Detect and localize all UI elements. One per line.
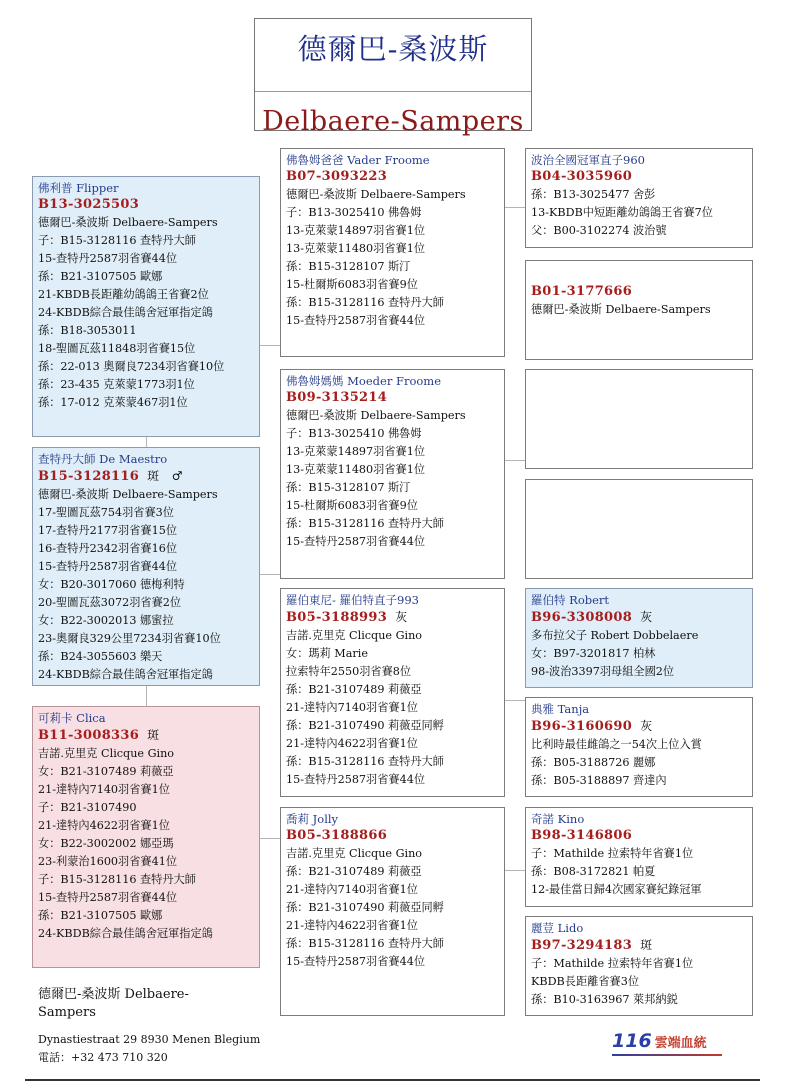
info-line: 女：B22-3002013 娜蜜拉 (38, 614, 174, 627)
info-line: 24-KBDB綜合最佳鴿舍冠軍指定鴿 (38, 306, 213, 319)
info-line: KBDB長距離省賽3位 (531, 975, 640, 988)
info-line: 德爾巴-桑波斯 Delbaere-Sampers (286, 409, 466, 422)
pedigree-card-gg-3 (525, 369, 753, 469)
info-line: 孫：22-013 奧爾良7234羽省賽10位 (38, 360, 225, 373)
info-line: 孫：B15-3128107 斯汀 (286, 260, 411, 273)
info-line: 15-查特丹2587羽省賽44位 (38, 560, 178, 573)
pedigree-card-gg-2 (525, 260, 753, 360)
ring-number: B13-3025503 (38, 197, 140, 212)
ring-number: B15-3128116 斑 ♂ (38, 469, 183, 484)
connector (505, 207, 525, 208)
info-line: 12-最佳當日歸4次國家賽紀錄冠軍 (531, 883, 702, 896)
brand-logo (612, 1030, 722, 1058)
info-line: 孫：B13-3025477 舍彭 (531, 188, 656, 201)
info-line: 德爾巴-桑波斯 Delbaere-Sampers (286, 188, 466, 201)
connector (505, 460, 525, 461)
info-line: 24-KBDB綜合最佳鴿舍冠軍指定鴿 (38, 927, 213, 940)
info-line: 子：B15-3128116 查特丹大師 (38, 234, 196, 247)
owner-address: Dynastiestraat 29 8930 Menen Blegium (38, 1033, 261, 1046)
ring-number: B05-3188866 (286, 828, 388, 843)
info-line: 孫：B21-3107490 莉薇亞同孵 (286, 719, 444, 732)
pigeon-name: 佛利普 Flipper (38, 181, 119, 195)
pedigree-card-gg-1 (525, 148, 753, 248)
color-sex: 斑 (147, 728, 160, 742)
info-line: 孫：B10-3163967 萊邦納鋭 (531, 993, 678, 1006)
bottom-rule (25, 1079, 760, 1081)
pigeon-name: 佛魯姆爸爸 Vader Froome (286, 153, 430, 167)
pedigree-card-granddam-maternal (280, 807, 505, 1016)
pigeon-name: 可莉卡 Clica (38, 711, 106, 725)
info-line: 子：B15-3128116 查特丹大師 (38, 873, 196, 886)
info-line: 13-克萊蒙14897羽省賽1位 (286, 224, 426, 237)
pigeon-name: 典雅 Tanja (531, 702, 590, 716)
pedigree-card-dam (32, 706, 260, 968)
color-sex: 灰 (640, 719, 653, 733)
color-sex: 灰 (640, 610, 653, 624)
info-line: 17-查特丹2177羽省賽15位 (38, 524, 178, 537)
pigeon-name: 喬莉 Jolly (286, 812, 339, 826)
logo-number: 116 (612, 1030, 652, 1052)
pigeon-name: 羅伯東尼- 羅伯特直子993 (286, 593, 419, 607)
ring-number: B96-3160690 灰 (531, 719, 653, 734)
pigeon-name: 查特丹大師 De Maestro (38, 452, 168, 466)
title-divider (255, 91, 531, 92)
pedigree-card-grandsire-paternal (280, 148, 505, 357)
info-line: 15-查特丹2587羽省賽44位 (286, 314, 426, 327)
pedigree-card-gg-7 (525, 807, 753, 907)
title-chinese: 德爾巴-桑波斯 (297, 32, 489, 66)
info-line: 孫：23-435 克萊蒙1773羽1位 (38, 378, 195, 391)
ring-number: B04-3035960 (531, 169, 633, 184)
info-line: 孫：B18-3053011 (38, 324, 137, 337)
pedigree-card-subject (32, 447, 260, 686)
pigeon-name: 羅伯特 Robert (531, 593, 610, 607)
info-line: 德爾巴-桑波斯 Delbaere-Sampers (38, 216, 218, 229)
info-line: 孫：B08-3172821 帕夏 (531, 865, 656, 878)
info-line: 子：B13-3025410 佛魯姆 (286, 427, 422, 440)
pigeon-name: 波治全國冠軍直子960 (531, 153, 645, 167)
connector (260, 345, 280, 346)
info-line: 女：B97-3201817 柏林 (531, 647, 656, 660)
info-line: 女：B20-3017060 德梅利特 (38, 578, 185, 591)
info-line: 吉諾.克里克 Clicque Gino (38, 747, 175, 760)
info-line: 21-達特內7140羽省賽1位 (38, 783, 170, 796)
info-line: 孫：B21-3107505 歐娜 (38, 909, 163, 922)
info-line: 13-KBDB中短距離幼鴿鴿王省賽7位 (531, 206, 713, 219)
info-line: 父：B00-3102274 波治號 (531, 224, 667, 237)
owner-phone: 電話：+32 473 710 320 (38, 1051, 168, 1064)
info-line: 孫：B15-3128116 查特丹大師 (286, 937, 444, 950)
info-line: 20-聖圖瓦茲3072羽省賽2位 (38, 596, 182, 609)
ring-number: B05-3188993 灰 (286, 610, 408, 625)
info-line: 21-達特內7140羽省賽1位 (286, 883, 418, 896)
info-line: 子：B21-3107490 (38, 801, 137, 814)
info-line: 子：Mathilde 拉索特年省賽1位 (531, 847, 694, 860)
title-english: Delbaere-Sampers (262, 106, 524, 137)
connector (146, 686, 147, 706)
info-line: 15-杜爾斯6083羽省賽9位 (286, 278, 418, 291)
info-line: 孫：17-012 克萊蒙467羽1位 (38, 396, 188, 409)
info-line: 孫：B05-3188726 麗娜 (531, 756, 656, 769)
info-line: 17-聖圖瓦茲754羽省賽3位 (38, 506, 174, 519)
ring-number: B98-3146806 (531, 828, 633, 843)
info-line: 18-聖圖瓦茲11848羽省賽15位 (38, 342, 196, 355)
ring-number: B96-3308008 灰 (531, 610, 653, 625)
ring-number: B01-3177666 (531, 284, 633, 299)
ring-number: B97-3294183 斑 (531, 938, 653, 953)
info-line: 比利時最佳雌鴿之一54次上位入賞 (531, 738, 702, 751)
info-line: 21-達特內4622羽省賽1位 (38, 819, 170, 832)
info-line: 15-查特丹2587羽省賽44位 (38, 252, 178, 265)
info-line: 15-查特丹2587羽省賽44位 (38, 891, 178, 904)
info-line: 女：B22-3002002 娜亞瑪 (38, 837, 174, 850)
info-line: 多布拉父子 Robert Dobbelaere (531, 629, 699, 642)
info-line: 子：Mathilde 拉索特年省賽1位 (531, 957, 694, 970)
info-line: 23-利蒙治1600羽省賽41位 (38, 855, 178, 868)
info-line: 23-奧爾良329公里7234羽省賽10位 (38, 632, 221, 645)
info-line: 孫：B15-3128116 查特丹大師 (286, 517, 444, 530)
info-line: 吉諾.克里克 Clicque Gino (286, 629, 423, 642)
info-line: 孫：B05-3188897 齊達內 (531, 774, 667, 787)
pedigree-card-grandsire-maternal (280, 588, 505, 797)
ring-number: B09-3135214 (286, 390, 388, 405)
info-line: 孫：B15-3128116 查特丹大師 (286, 296, 444, 309)
info-line: 15-杜爾斯6083羽省賽9位 (286, 499, 418, 512)
connector (505, 700, 525, 701)
connector (260, 574, 280, 575)
info-line: 98-波治3397羽母組全國2位 (531, 665, 675, 678)
color-sex: 斑 ♂ (147, 469, 183, 483)
pigeon-name: 奇諾 Kino (531, 812, 585, 826)
ring-number: B11-3008336 斑 (38, 728, 160, 743)
logo-text: 雲端血統 (654, 1036, 707, 1051)
info-line: 孫：B21-3107489 莉薇亞 (286, 865, 422, 878)
info-line: 孫：B21-3107490 莉薇亞同孵 (286, 901, 444, 914)
info-line: 孫：B15-3128116 查特丹大師 (286, 755, 444, 768)
info-line: 德爾巴-桑波斯 Delbaere-Sampers (531, 303, 711, 316)
info-line: 21-達特內7140羽省賽1位 (286, 701, 418, 714)
info-line: 15-查特丹2587羽省賽44位 (286, 535, 426, 548)
info-line: 13-克萊蒙11480羽省賽1位 (286, 463, 426, 476)
pedigree-card-gg-4 (525, 479, 753, 579)
info-line: 孫：B21-3107505 歐娜 (38, 270, 163, 283)
pedigree-card-gg-5 (525, 588, 753, 688)
info-line: 21-達特內4622羽省賽1位 (286, 919, 418, 932)
pedigree-card-gg-6 (525, 697, 753, 797)
color-sex: 斑 (640, 938, 653, 952)
info-line: 21-KBDB長距離幼鴿鴿王省賽2位 (38, 288, 209, 301)
info-line: 15-查特丹2587羽省賽44位 (286, 773, 426, 786)
info-line: 吉諾.克里克 Clicque Gino (286, 847, 423, 860)
connector (260, 838, 280, 839)
info-line: 24-KBDB綜合最佳鴿舍冠軍指定鴿 (38, 668, 213, 681)
connector (146, 437, 147, 447)
color-sex: 灰 (395, 610, 408, 624)
info-line: 孫：B24-3055603 樂天 (38, 650, 163, 663)
pedigree-card-gg-8 (525, 916, 753, 1016)
logo-underline (612, 1054, 722, 1056)
info-line: 子：B13-3025410 佛魯姆 (286, 206, 422, 219)
info-line: 女：B21-3107489 莉薇亞 (38, 765, 174, 778)
info-line: 女：瑪莉 Marie (286, 647, 368, 660)
info-line: 21-達特內4622羽省賽1位 (286, 737, 418, 750)
ring-number: B07-3093223 (286, 169, 388, 184)
owner-name: 德爾巴-桑波斯 Delbaere-Sampers (38, 987, 189, 1020)
info-line: 13-克萊蒙14897羽省賽1位 (286, 445, 426, 458)
info-line: 德爾巴-桑波斯 Delbaere-Sampers (38, 488, 218, 501)
info-line: 孫：B15-3128107 斯汀 (286, 481, 411, 494)
pigeon-name: 佛魯姆媽媽 Moeder Froome (286, 374, 442, 388)
pigeon-name: 麗荳 Lido (531, 921, 584, 935)
connector (505, 870, 525, 871)
info-line: 孫：B21-3107489 莉薇亞 (286, 683, 422, 696)
pedigree-card-granddam-paternal (280, 369, 505, 579)
pedigree-card-sire (32, 176, 260, 437)
info-line: 13-克萊蒙11480羽省賽1位 (286, 242, 426, 255)
info-line: 16-查特丹2342羽省賽16位 (38, 542, 178, 555)
info-line: 15-查特丹2587羽省賽44位 (286, 955, 426, 968)
title-box (254, 18, 532, 137)
info-line: 拉索特年2550羽省賽8位 (286, 665, 412, 678)
